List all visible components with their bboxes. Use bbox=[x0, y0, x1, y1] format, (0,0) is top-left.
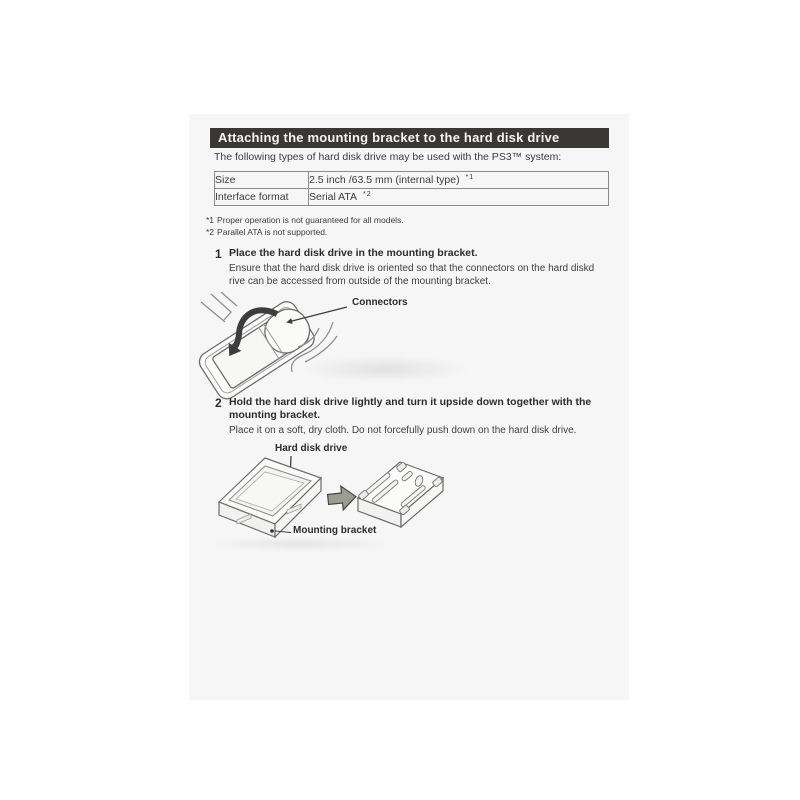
step-number: 2 bbox=[215, 396, 222, 410]
note-ref: *2 bbox=[363, 191, 372, 198]
step-1 bbox=[215, 247, 594, 288]
step-heading bbox=[229, 396, 591, 422]
step-heading-line: mounting bracket. bbox=[229, 409, 321, 421]
table-row bbox=[215, 172, 609, 189]
step-body-line: Ensure that the hard disk drive is oriented so that the connectors on the hard diskd bbox=[229, 263, 595, 274]
intro-text: The following types of hard disk drive may be used with the PS3™ system: bbox=[214, 151, 562, 163]
spec-table bbox=[214, 171, 609, 206]
footnotes bbox=[206, 214, 404, 238]
table-row bbox=[215, 189, 609, 206]
spec-label-size: Size bbox=[215, 172, 309, 189]
step-heading: Place the hard disk drive in the mounting bracket. bbox=[229, 247, 478, 259]
spec-value-text: Serial ATA bbox=[309, 191, 358, 203]
hard-disk-drive-label: Hard disk drive bbox=[275, 443, 348, 454]
spec-value-text: 2.5 inch /63.5 mm (internal type) bbox=[309, 174, 460, 186]
step-2 bbox=[215, 396, 591, 437]
note-ref: *1 bbox=[465, 174, 475, 181]
spec-label-interface: Interface format bbox=[215, 189, 309, 206]
step-body: Place it on a soft, dry cloth. Do not forcefully push down on the hard disk drive. bbox=[229, 425, 577, 436]
footnote-marker: *1 bbox=[206, 215, 215, 225]
step-content bbox=[229, 247, 594, 288]
step-content bbox=[229, 396, 591, 437]
hand-left-lines bbox=[201, 292, 237, 322]
footnote-1 bbox=[206, 214, 404, 226]
figure-step1 bbox=[197, 292, 447, 400]
connectors-label: Connectors bbox=[352, 297, 408, 308]
tray-right-drawing bbox=[358, 462, 443, 527]
section-title-bar bbox=[210, 128, 609, 148]
section-title: Attaching the mounting bracket to the hard disk drive bbox=[218, 130, 560, 145]
footnote-text: Parallel ATA is not supported. bbox=[217, 227, 328, 237]
step-body bbox=[229, 262, 594, 288]
step-number: 1 bbox=[215, 247, 222, 261]
mounting-bracket-label: Mounting bracket bbox=[293, 525, 377, 536]
manual-page bbox=[189, 114, 629, 700]
figure-step1-drawing bbox=[197, 292, 447, 400]
footnote-2 bbox=[206, 226, 404, 238]
footnote-text: Proper operation is not guaranteed for all models. bbox=[217, 215, 404, 225]
watermark-smudge bbox=[300, 356, 470, 382]
spec-value-interface bbox=[309, 189, 609, 206]
step-body-line: rive can be accessed from outside of the mounting bracket. bbox=[229, 276, 491, 287]
watermark-smudge bbox=[205, 538, 395, 550]
step-heading-line: Hold the hard disk drive lightly and turn it upside down together with the bbox=[229, 396, 592, 408]
spec-value-size bbox=[309, 172, 609, 189]
transform-arrow-icon bbox=[327, 485, 357, 512]
footnote-marker: *2 bbox=[206, 227, 215, 237]
